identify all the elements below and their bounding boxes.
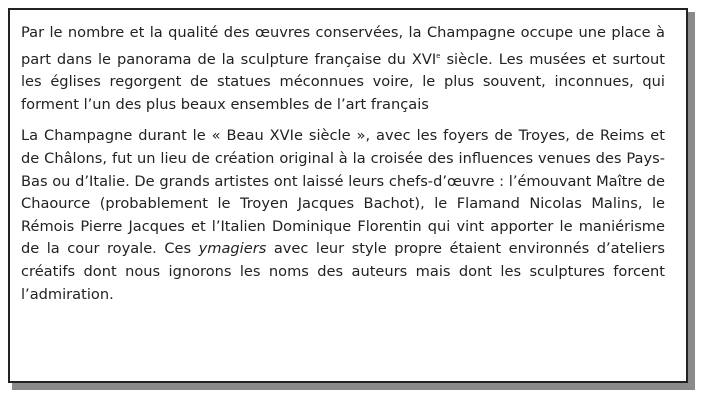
italic-word: ymagiers [198,240,267,258]
paragraph-2 [21,125,665,306]
century-superscript: e [436,51,441,60]
paragraph-1-part-1: Par le nombre et la qualité des œuvres conservées, la Champagne occupe une place à part dans le panorama de la sculpture française du XVI [21,24,665,68]
paragraph-2-part-2: avec leur style propre étaient environnés d’ateliers créatifs dont nous ignorons les noms des auteurs mais dont les sculptures forcent l’admiration. [21,240,665,303]
paragraph-1-part-2: siècle. Les musées et surtout les églises regorgent de statues méconnues voire, le plus souvent, inconnues, qui forment l’un des plus beaux ensembles de l’art français [21,50,665,113]
text-block [21,22,665,306]
paragraph-2-part-1: La Champagne durant le « Beau XVIe siècle », avec les foyers de Troyes, de Reims et de Châlons, fut un lieu de création original à la croisée des influences venues des Pays-Bas ou d’Italie. De grands artistes ont laissé leurs chefs-d’œuvre : l’émouvant Maître de Chaource (probablement le Troyen Jacques Bachot), le Flamand Nicolas Malins, le Rémois Pierre Jacques et l’Italien Dominique Florentin qui vint apporter le maniérisme de la cour royale. Ces [21,127,665,258]
paragraph-1 [21,22,665,116]
